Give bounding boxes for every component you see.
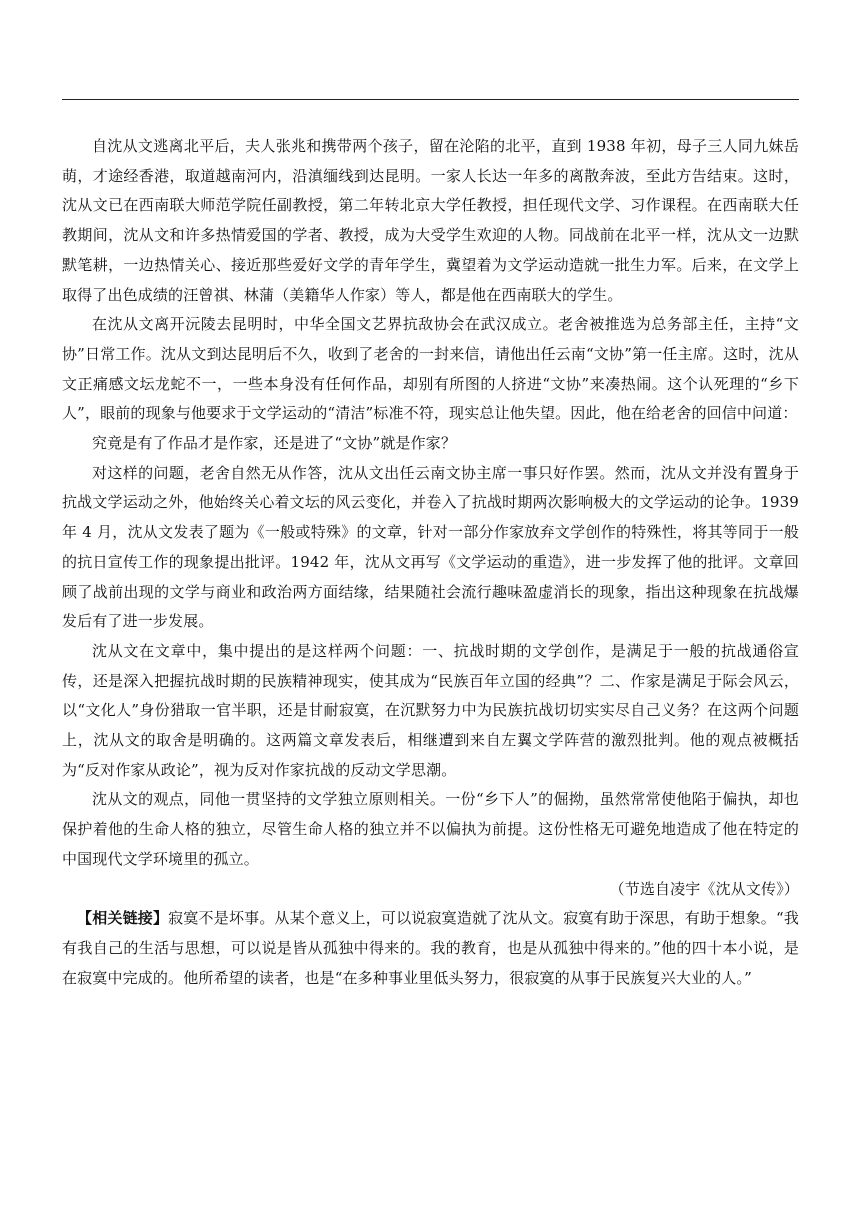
paragraph-6: 沈从文的观点，同他一贯坚持的文学独立原则相关。一份“乡下人”的倔拗，虽然常常使他陷于偏执，却也保护着他的生命人格的独立，尽管生命人格的独立并不以偏执为前提。这份性格无可避免地造成了他在特定的中国现代文学环境里的孤立。	[62, 790, 799, 868]
related-link-label: 【相关链接】	[77, 909, 169, 928]
header-rule	[62, 99, 799, 100]
paragraph-3-quote: 究竟是有了作品才是作家，还是进了“文协”就是作家？	[92, 434, 457, 453]
related-link-paragraph	[62, 904, 799, 993]
paragraph-4: 对这样的问题，老舍自然无从作答，沈从文出任云南文协主席一事只好作罢。然而，沈从文并没有置身于抗战文学运动之外，他始终关心着文坛的风云变化，并卷入了抗战时期两次影响极大的文学运动的论争。1939 年 4 月，沈从文发表了题为《一般或特殊》的文章，针对一部分作家放弃文学创作的特殊性，将其等同于一般的抗日宣传工作的现象提出批评。1942 年，沈从文再写《文学运动的重造》，进一步发挥了他的批评。文章回顾了战前出现的文学与商业和政治两方面结缘，结果随社会流行趣味盈虚消长的现象，指出这种现象在抗战爆发后有了进一步发展。	[62, 463, 799, 631]
paragraph-2: 在沈从文离开沅陵去昆明时，中华全国文艺界抗敌协会在武汉成立。老舍被推选为总务部主任，主持“文协”日常工作。沈从文到达昆明后不久，收到了老舍的一封来信，请他出任云南“文协”第一任主席。这时，沈从文正痛感文坛龙蛇不一，一些本身没有任何作品，却别有所图的人挤进“文协”来凑热闹。这个认死理的“乡下人”，眼前的现象与他要求于文学运动的“清洁”标准不符，现实总让他失望。因此，他在给老舍的回信中问道：	[62, 315, 799, 423]
paragraph-5: 沈从文在文章中，集中提出的是这样两个问题：一、抗战时期的文学创作，是满足于一般的抗战通俗宣传，还是深入把握抗战时期的民族精神现实，使其成为“民族百年立国的经典”？二、作家是满足于际会风云，以“文化人”身份猎取一官半职，还是甘耐寂寞，在沉默努力中为民族抗战切切实实尽自己义务？在这两个问题上，沈从文的取舍是明确的。这两篇文章发表后，相继遭到来自左翼文学阵营的激烈批判。他的观点被概括为“反对作家从政论”，视为反对作家抗战的反动文学思潮。	[62, 641, 799, 779]
article-body	[62, 132, 799, 993]
paragraph-1: 自沈从文逃离北平后，夫人张兆和携带两个孩子，留在沦陷的北平，直到 1938 年初，母子三人同九妹岳萌，才途经香港，取道越南河内，沿滇缅线到达昆明。一家人长达一年多的离散奔波，至此方告结束。这时，沈从文已在西南联大师范学院任副教授，第二年转北京大学任教授，担任现代文学、习作课程。在西南联大任教期间，沈从文和许多热情爱国的学者、教授，成为大受学生欢迎的人物。同战前在北平一样，沈从文一边默默笔耕，一边热情关心、接近那些爱好文学的青年学生，冀望着为文学运动造就一批生力军。后来，在文学上取得了出色成绩的汪曾祺、林蒲（美籍华人作家）等人，都是他在西南联大的学生。	[62, 137, 799, 304]
related-link-text: 寂寞不是坏事。从某个意义上，可以说寂寞造就了沈从文。寂寞有助于深思，有助于想象。“我有我自己的生活与思想，可以说是皆从孤独中得来的。我的教育，也是从孤独中得来的。”他的四十本小说，是在寂寞中完成的。他所希望的读者，也是“在多种事业里低头努力，很寂寞的从事于民族复兴大业的人。”	[62, 909, 799, 987]
source-citation: （节选自凌宇《沈从文传》）	[609, 879, 799, 898]
